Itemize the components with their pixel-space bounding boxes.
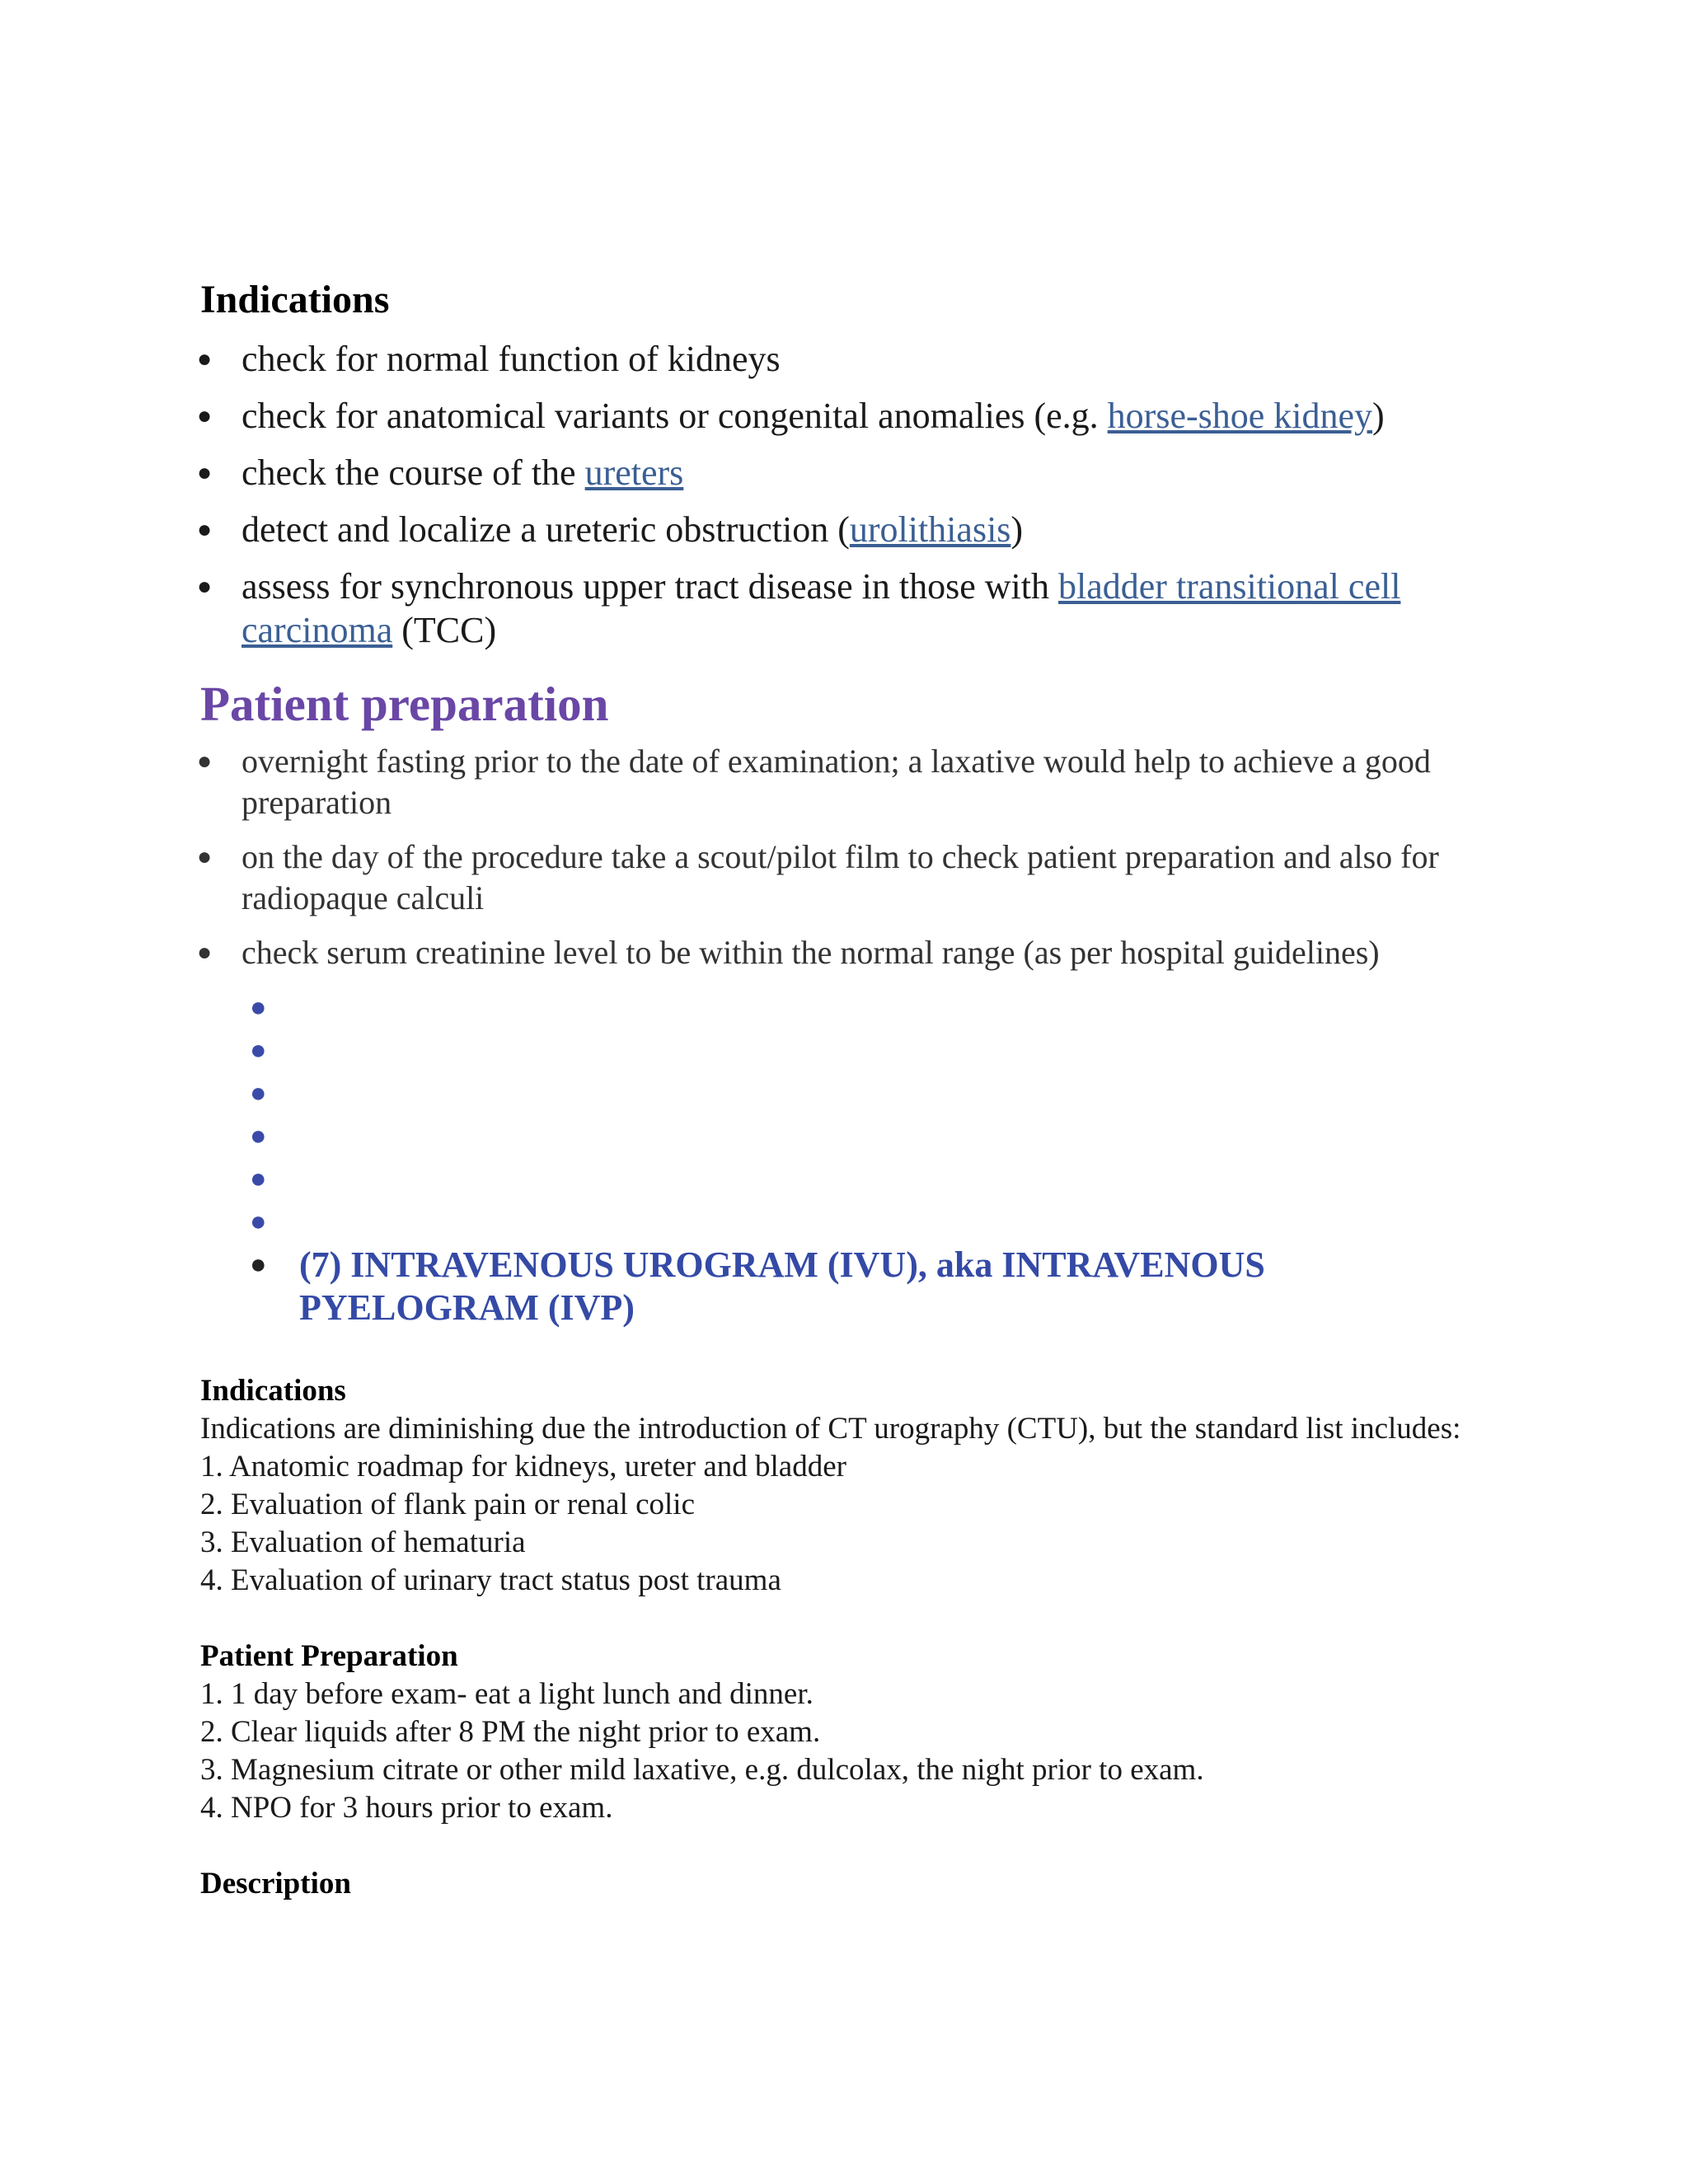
ivu-prep-item: 2. Clear liquids after 8 PM the night prior to exam. <box>200 1715 821 1749</box>
ivu-prep-heading: Patient Preparation <box>200 1639 458 1673</box>
ivu-indication-item: 2. Evaluation of flank pain or renal colic <box>200 1488 696 1521</box>
list-item: ● detect and localize a ureteric obstruction (urolithiasis) <box>200 508 1486 551</box>
ivu-prep-block <box>200 1638 1486 1827</box>
ivu-indication-item: 3. Evaluation of hematuria <box>200 1526 526 1559</box>
patient-preparation-list <box>196 741 1486 973</box>
bullet-icon: ● <box>196 459 213 486</box>
bullet-icon: ● <box>196 939 213 966</box>
bullet-icon: ● <box>196 402 213 429</box>
empty-list-item <box>250 1029 1486 1072</box>
empty-list-item <box>250 1158 1486 1201</box>
bladder-tcc-link[interactable]: bladder transitional cell carcinoma <box>241 566 1401 650</box>
urolithiasis-link[interactable]: urolithiasis <box>849 509 1011 550</box>
bullet-icon: ● <box>250 1121 267 1151</box>
indications-list <box>196 337 1486 652</box>
empty-bullet-list <box>200 987 1486 1329</box>
bullet-icon: ● <box>196 748 213 775</box>
empty-list-item <box>250 987 1486 1029</box>
bullet-icon: ● <box>250 1078 267 1108</box>
list-item: ● check for anatomical variants or congenital anomalies (e.g. horse-shoe kidney) <box>200 394 1486 438</box>
bullet-icon: ● <box>250 992 267 1023</box>
list-item: ● on the day of the procedure take a scout/pilot film to check patient preparation and also for radiopaque calculi <box>200 837 1486 919</box>
list-item: ● check the course of the ureters <box>200 451 1486 494</box>
ivu-description-heading: Description <box>200 1867 351 1900</box>
ivu-prep-item: 3. Magnesium citrate or other mild laxative, e.g. dulcolax, the night prior to exam. <box>200 1753 1204 1787</box>
ivu-indication-item: 4. Evaluation of urinary tract status post trauma <box>200 1563 781 1597</box>
list-item: ● check for normal function of kidneys <box>200 337 1486 381</box>
list-item: ● assess for synchronous upper tract disease in those with bladder transitional cell carcinoma (TCC) <box>200 565 1486 652</box>
empty-list-item <box>250 1115 1486 1158</box>
list-item: ● overnight fasting prior to the date of examination; a laxative would help to achieve a good preparation <box>200 741 1486 823</box>
ivu-prep-item: 1. 1 day before exam- eat a light lunch and dinner. <box>200 1677 814 1711</box>
ivu-description-block <box>200 1865 1486 1903</box>
ivu-prep-item: 4. NPO for 3 hours prior to exam. <box>200 1791 613 1825</box>
patient-preparation-heading: Patient preparation <box>200 677 609 731</box>
bullet-icon: ● <box>196 516 213 543</box>
ivu-title-item <box>250 1244 1486 1329</box>
bullet-icon: ● <box>196 345 213 373</box>
bullet-icon: ● <box>250 1164 267 1194</box>
horse-shoe-kidney-link[interactable]: horse-shoe kidney <box>1107 396 1373 436</box>
document-page <box>196 276 1486 1903</box>
ureters-link[interactable]: ureters <box>584 452 684 493</box>
bullet-icon: ● <box>250 1035 267 1066</box>
ivu-indications-intro: Indications are diminishing due the introduction of CT urography (CTU), but the standard list includes: <box>200 1412 1461 1446</box>
bullet-icon: ● <box>250 1249 267 1280</box>
ivu-indications-block <box>200 1372 1486 1600</box>
bullet-icon: ● <box>250 1207 267 1237</box>
empty-list-item <box>250 1201 1486 1244</box>
empty-list-item <box>250 1072 1486 1115</box>
indications-heading: Indications <box>200 278 390 321</box>
bullet-icon: ● <box>196 573 213 600</box>
ivu-indication-item: 1. Anatomic roadmap for kidneys, ureter and bladder <box>200 1450 846 1483</box>
bullet-icon: ● <box>196 843 213 870</box>
list-item: ● check serum creatinine level to be within the normal range (as per hospital guidelines) <box>200 932 1486 973</box>
ivu-title: (7) INTRAVENOUS UROGRAM (IVU), aka INTRAVENOUS PYELOGRAM (IVP) <box>299 1244 1265 1328</box>
ivu-indications-heading: Indications <box>200 1374 346 1408</box>
